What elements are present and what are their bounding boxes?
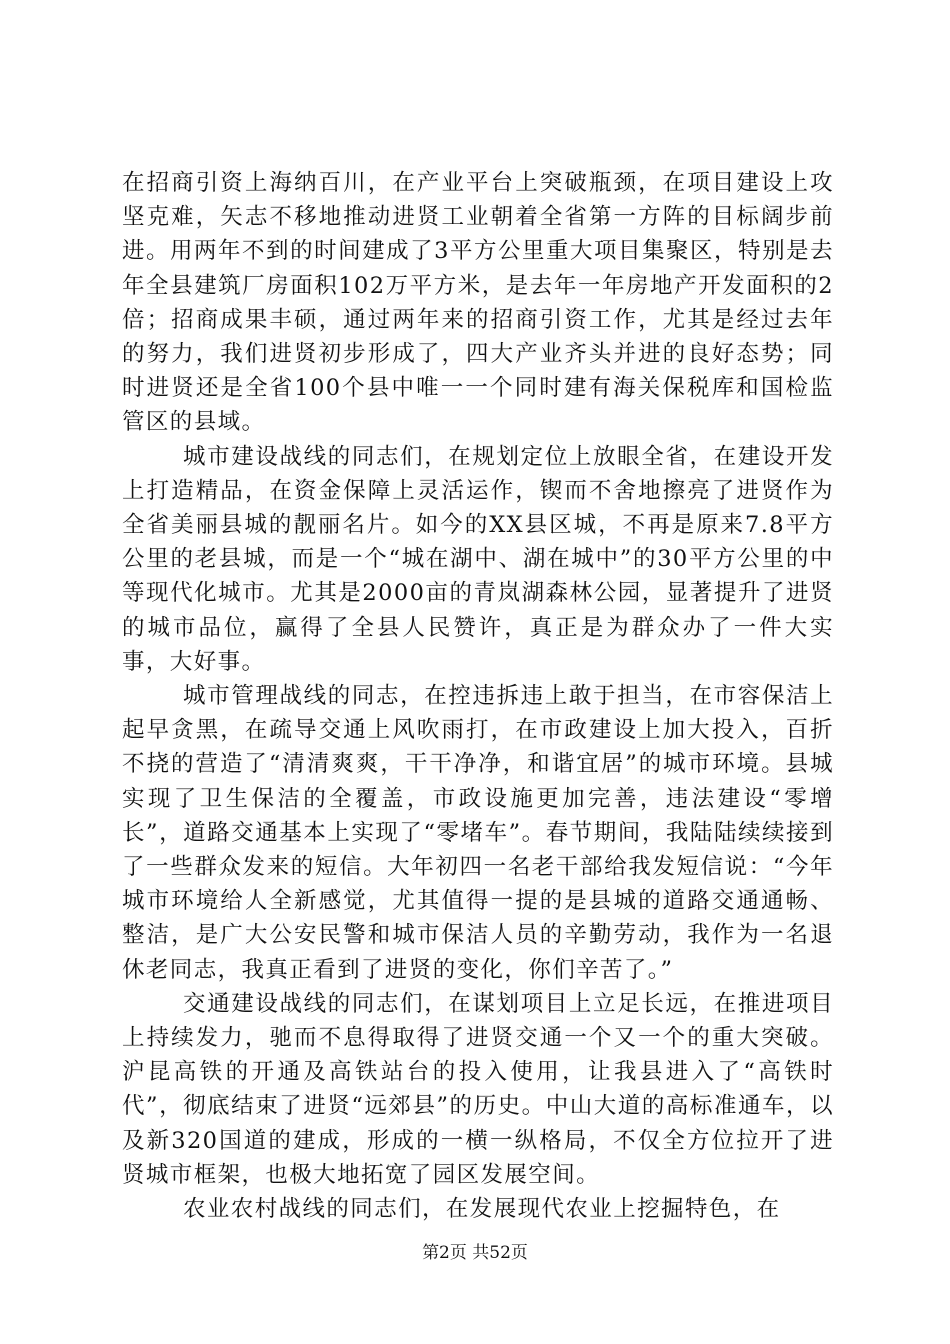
page-number-footer: 第2页 共52页 bbox=[422, 1243, 528, 1263]
paragraph-agriculture: 农业农村战线的同志们，在发展现代农业上挖掘特色，在 bbox=[183, 1196, 781, 1223]
paragraph-urban-management: 城市管理战线的同志，在控违拆违上敢于担当，在市容保洁上起早贪黑，在疏导交通上风吹雨打，在市政建设上加大投入，百折不挠的营造了“清清爽爽，干干净净，和谐宜居”的城市环境。县城实现了卫生保洁的全覆盖，市政设施更加完善，违法建设“零增长”，道路交通基本上实现了“零堵车”。春节期间，我陆陆续续接到了一些群众发来的短信。大年初四一名老干部给我发短信说：“今年城市环境给人全新感觉，尤其值得一提的是县城的道路交通通畅、整洁，是广大公安民警和城市保洁人员的辛勤劳动，我作为一名退休老同志，我真正看到了进贤的变化，你们辛苦了。” bbox=[122, 683, 834, 983]
paragraph-transport: 交通建设战线的同志们，在谋划项目上立足长远，在推进项目上持续发力，驰而不息得取得了进贤交通一个又一个的重大突破。沪昆高铁的开通及高铁站台的投入使用，让我县进入了“高铁时代”，彻底结束了进贤“远郊县”的历史。中山大道的高标准通车，以及新320国道的建成，形成的一横一纵格局，不仅全方位拉开了进贤城市框架，也极大地拓宽了园区发展空间。 bbox=[122, 990, 834, 1188]
paragraph-urban-construction: 城市建设战线的同志们，在规划定位上放眼全省，在建设开发上打造精品，在资金保障上灵活运作，锲而不舍地擦亮了进贤作为全省美丽县城的靓丽名片。如今的XX县区城，不再是原来7.8平方公里的老县城，而是一个“城在湖中、湖在城中”的30平方公里的中等现代化城市。尤其是2000亩的青岚湖森林公园，显著提升了进贤的城市品位，赢得了全县人民赞许，真正是为群众办了一件大实事，大好事。 bbox=[122, 443, 834, 675]
paragraph-investment: 在招商引资上海纳百川，在产业平台上突破瓶颈，在项目建设上攻坚克难，矢志不移地推动进贤工业朝着全省第一方阵的目标阔步前进。用两年不到的时间建成了3平方公里重大项目集聚区，特别是去年全县建筑厂房面积102万平方米，是去年一年房地产开发面积的2倍；招商成果丰硕，通过两年来的招商引资工作，尤其是经过去年的努力，我们进贤初步形成了，四大产业齐头并进的良好态势；同时进贤还是全省100个县中唯一一个同时建有海关保税库和国检监管区的县域。 bbox=[122, 170, 834, 436]
document-body bbox=[122, 166, 834, 1226]
